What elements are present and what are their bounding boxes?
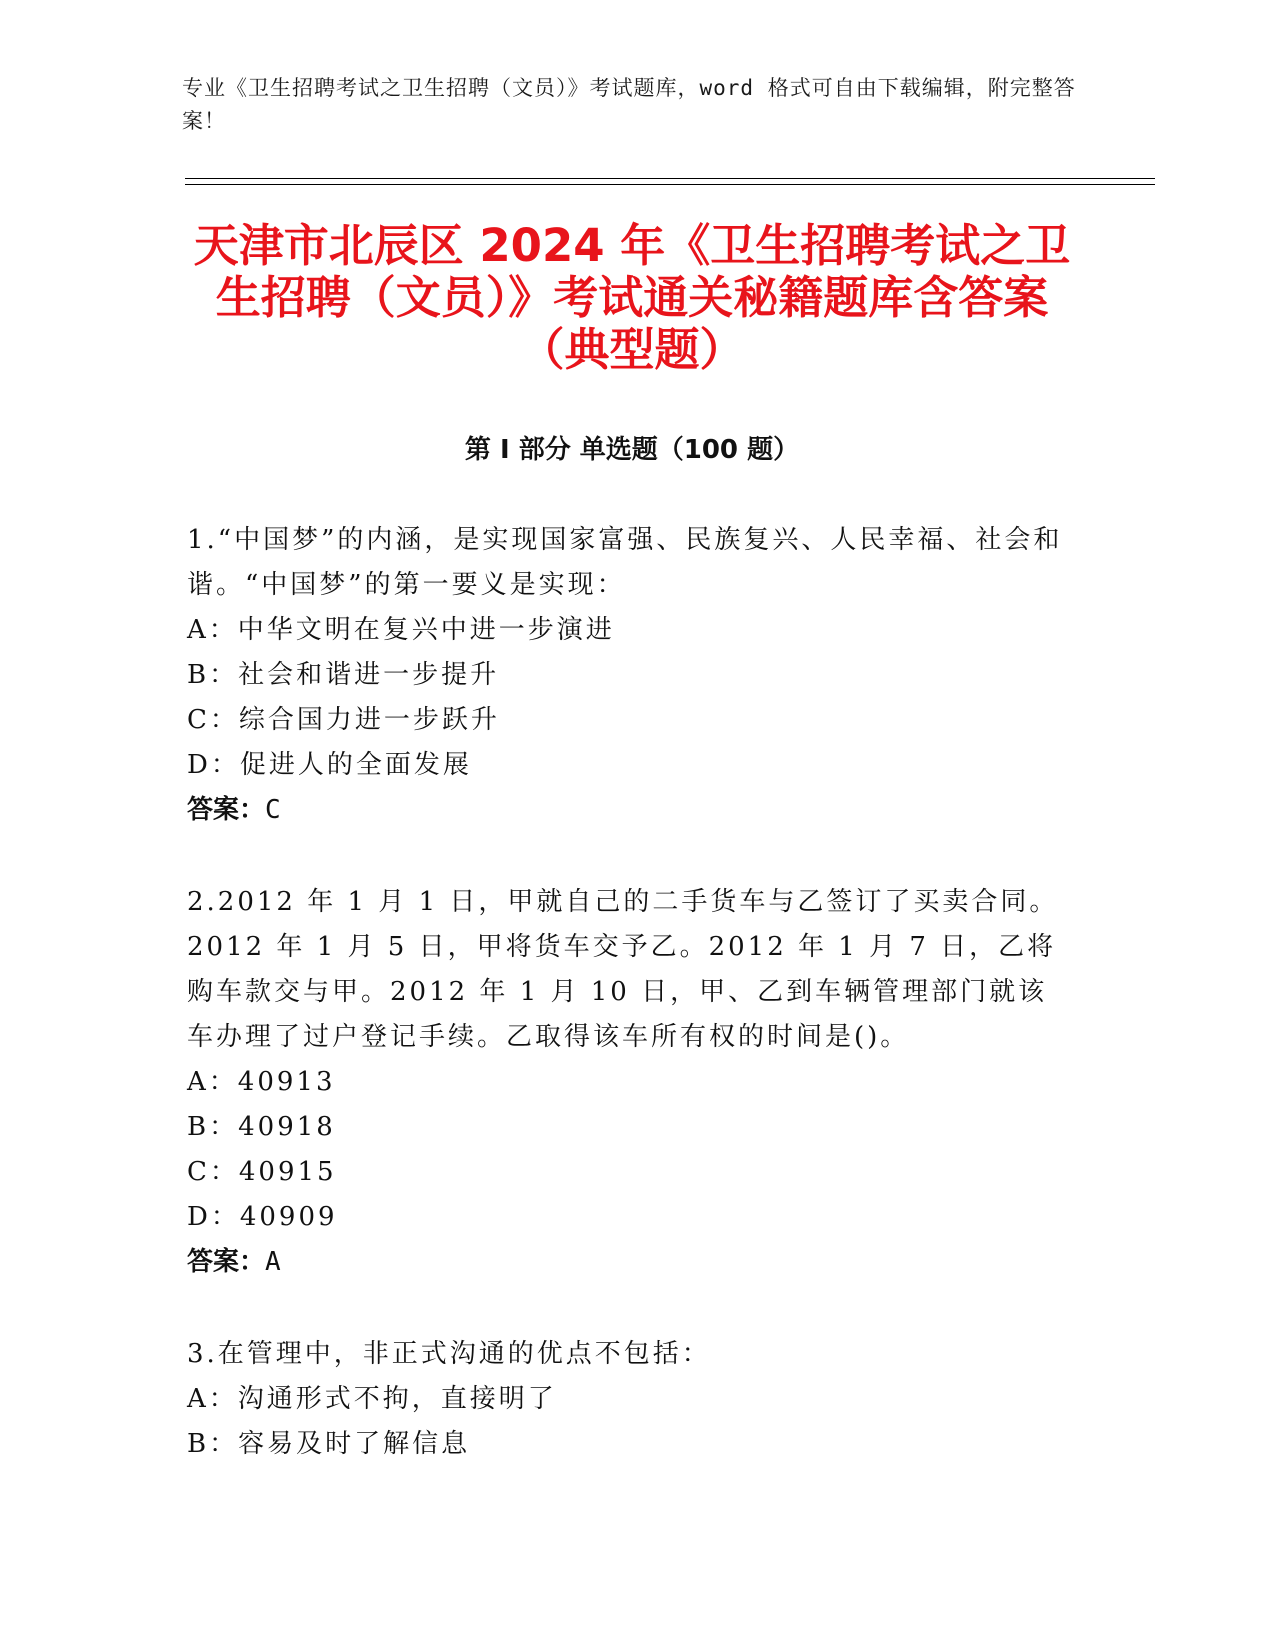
question-3 [187, 1332, 1067, 1467]
option-d: D：促进人的全面发展 [187, 750, 472, 780]
question-1 [187, 518, 1067, 833]
divider-line [185, 184, 1155, 185]
answer-line [187, 788, 1067, 833]
option-b: B：社会和谐进一步提升 [187, 660, 500, 690]
question-text: 2.2012 年 1 月 1 日，甲就自己的二手货车与乙签订了买卖合同。2012 年 1 月 5 日，甲将货车交予乙。2012 年 1 月 7 日，乙将购车款交与甲。2012 年 1 月 10 日，甲、乙到车辆管理部门就该车办理了过户登记手续。乙取得该车所有权的时间是()。 [187, 887, 1059, 1052]
answer-line [187, 1240, 1067, 1285]
section-heading: 第 I 部分 单选题（100 题） [464, 435, 800, 465]
option-c: C：40915 [187, 1157, 337, 1187]
option-c: C：综合国力进一步跃升 [187, 705, 500, 735]
divider-line [185, 178, 1155, 179]
option-a: A：中华文明在复兴中进一步演进 [187, 615, 615, 645]
document-title: 天津市北辰区 2024 年《卫生招聘考试之卫生招聘（文员）》考试通关秘籍题库含答案（典型题） [193, 219, 1071, 376]
answer-value: A [265, 1247, 281, 1277]
question-2 [187, 880, 1067, 1285]
question-list [187, 518, 1067, 1514]
option-b: B：容易及时了解信息 [187, 1429, 471, 1459]
header-note: 专业《卫生招聘考试之卫生招聘（文员）》考试题库，word 格式可自由下载编辑，附完整答案！ [182, 76, 1076, 133]
option-b: B：40918 [187, 1112, 336, 1142]
answer-label: 答案： [187, 795, 266, 825]
option-a: A：40913 [187, 1067, 336, 1097]
answer-label: 答案： [187, 1247, 266, 1277]
question-text: 3.在管理中，非正式沟通的优点不包括： [187, 1339, 711, 1369]
option-a: A：沟通形式不拘，直接明了 [187, 1384, 557, 1414]
answer-value: C [265, 795, 281, 825]
option-d: D：40909 [187, 1202, 338, 1232]
question-text: 1.“中国梦”的内涵，是实现国家富强、民族复兴、人民幸福、社会和谐。“中国梦”的第一要义是实现： [187, 525, 1063, 600]
